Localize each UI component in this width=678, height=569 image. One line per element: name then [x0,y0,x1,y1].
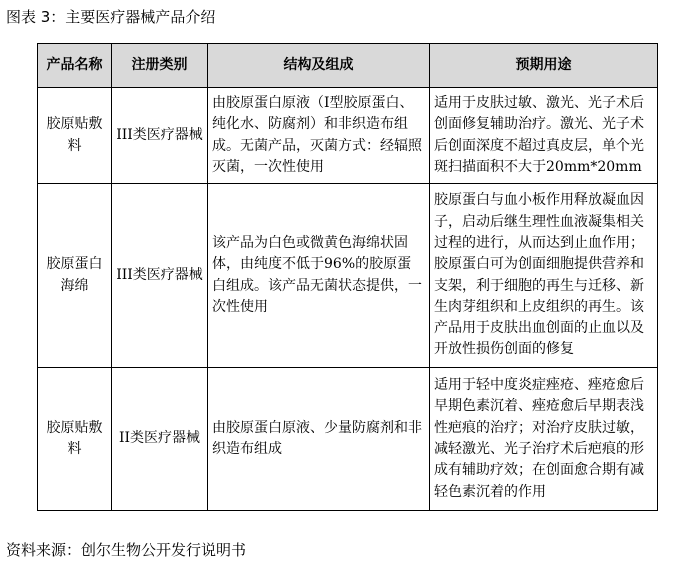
product-table [37,43,658,511]
figure-caption: 图表 3：主要医疗器械产品介绍 [6,8,216,26]
header-intended-use: 预期用途 [430,44,658,88]
cell-composition: 由胶原蛋白原液（I型胶原蛋白、纯化水、防腐剂）和非织造布组成。无菌产品，灭菌方式：经辐照灭菌，一次性使用 [208,88,430,184]
cell-category: II类医疗器械 [112,368,208,511]
cell-composition: 由胶原蛋白原液、少量防腐剂和非织造布组成 [208,368,430,511]
table-row [38,88,658,184]
cell-product: 胶原蛋白海绵 [38,184,112,368]
cell-usage: 适用于轻中度炎症痤疮、痤疮愈后早期色素沉着、痤疮愈后早期表浅性疤痕的治疗；对治疗皮肤过敏，减轻激光、光子治疗术后疤痕的形成有辅助疗效；在创面愈合期有减轻色素沉着的作用 [430,368,658,511]
header-product-name: 产品名称 [38,44,112,88]
cell-product: 胶原贴敷料 [38,368,112,511]
header-composition: 结构及组成 [208,44,430,88]
cell-category: III类医疗器械 [112,184,208,368]
header-registration-category: 注册类别 [112,44,208,88]
cell-usage: 胶原蛋白与血小板作用释放凝血因子，启动后继生理性血液凝集相关过程的进行，从而达到止血作用；胶原蛋白可为创面细胞提供营养和支架，利于细胞的再生与迁移、新生肉芽组织和上皮组织的再生。该产品用于皮肤出血创面的止血以及开放性损伤创面的修复 [430,184,658,368]
cell-usage: 适用于皮肤过敏、激光、光子术后创面修复辅助治疗。激光、光子术后创面深度不超过真皮层，单个光斑扫描面积不大于20mm*20mm [430,88,658,184]
table-row [38,184,658,368]
cell-product: 胶原贴敷料 [38,88,112,184]
table-row [38,368,658,511]
source-note: 资料来源：创尔生物公开发行说明书 [6,541,247,559]
cell-composition: 该产品为白色或微黄色海绵状固体，由纯度不低于96%的胶原蛋白组成。该产品无菌状态提供，一次性使用 [208,184,430,368]
table-header-row [38,44,658,88]
cell-category: III类医疗器械 [112,88,208,184]
